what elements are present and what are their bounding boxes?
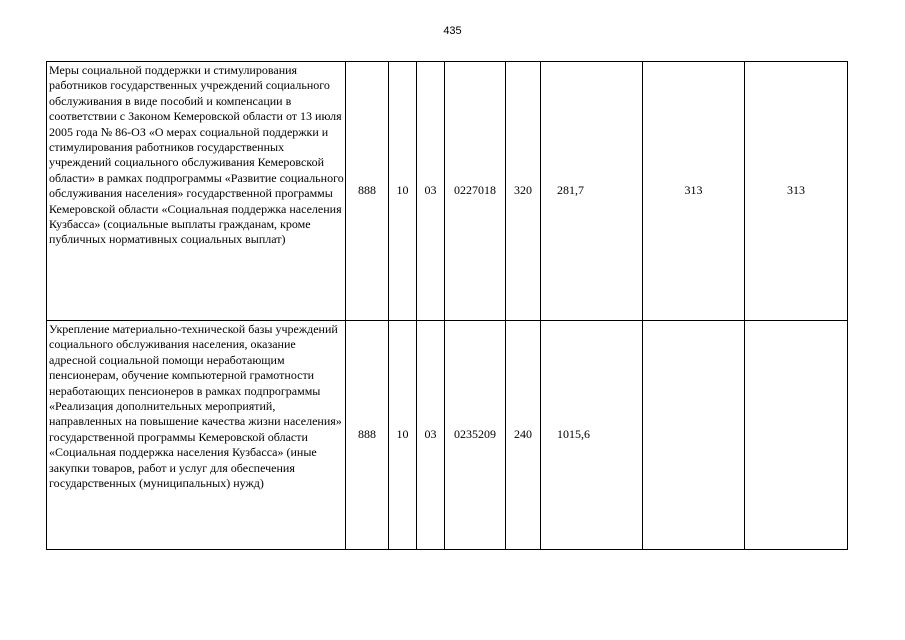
ministry-code-cell: 888 bbox=[346, 62, 389, 321]
amount-2-cell bbox=[643, 321, 745, 550]
ministry-code-cell: 888 bbox=[346, 321, 389, 550]
target-article-cell: 0235209 bbox=[445, 321, 506, 550]
amount-3-cell: 313 bbox=[745, 62, 848, 321]
section-code-cell: 10 bbox=[389, 321, 417, 550]
target-article-cell: 0227018 bbox=[445, 62, 506, 321]
table-row bbox=[47, 321, 848, 550]
expense-type-cell: 320 bbox=[506, 62, 541, 321]
budget-table bbox=[46, 61, 848, 550]
description-cell: Меры социальной поддержки и стимулирования работников государственных учреждений социального обслуживания в виде пособий и компенсации в соответствии с Законом Кемеровской области от 13 июля 2005 года № 86-ОЗ «О мерах социальной поддержки и стимулирования работников государственных учреждений социального обслуживания Кемеровской области» в рамках подпрограммы «Развитие социального обслуживания населения» государственной программы Кемеровской области «Социальная поддержка населения Кузбасса» (социальные выплаты гражданам, кроме публичных нормативных социальных выплат) bbox=[47, 62, 346, 321]
description-cell: Укрепление материально-технической базы учреждений социального обслуживания населения, оказание адресной социальной помощи неработающим пенсионерам, обучение компьютерной грамотности неработающих пенсионеров в рамках подпрограммы «Реализация дополнительных мероприятий, направленных на повышение качества жизни населения» государственной программы Кемеровской области «Социальная поддержка населения Кузбасса» (иные закупки товаров, работ и услуг для обеспечения государственных (муниципальных) нужд) bbox=[47, 321, 346, 550]
subsection-code-cell: 03 bbox=[417, 62, 445, 321]
table-row bbox=[47, 62, 848, 321]
expense-type-cell: 240 bbox=[506, 321, 541, 550]
page-number: 435 bbox=[443, 25, 462, 37]
amount-1-cell: 1015,6 bbox=[541, 321, 643, 550]
amount-1-cell: 281,7 bbox=[541, 62, 643, 321]
amount-3-cell bbox=[745, 321, 848, 550]
section-code-cell: 10 bbox=[389, 62, 417, 321]
amount-2-cell: 313 bbox=[643, 62, 745, 321]
subsection-code-cell: 03 bbox=[417, 321, 445, 550]
